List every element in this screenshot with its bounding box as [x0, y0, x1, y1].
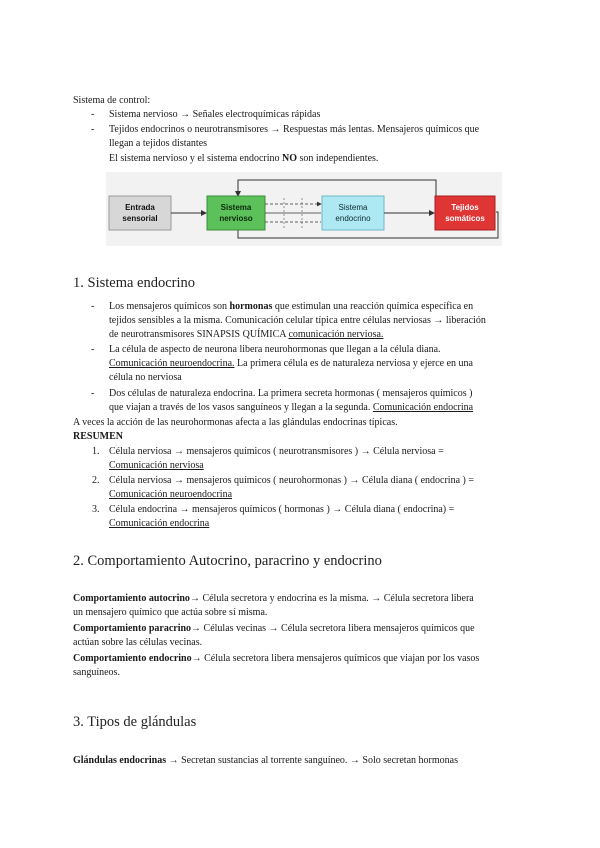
resumen-item-1-line2: Comunicación nerviosa — [109, 460, 204, 471]
nervous-system-label-2: nervioso — [219, 214, 253, 223]
autocrine-line2: un mensajero químico que actúa sobre sí misma. — [73, 607, 268, 618]
somatic-tissues-box — [435, 196, 495, 230]
s1-note: A veces la acción de las neurohormonas afecta a las glándulas endocrinas típicas. — [73, 417, 398, 428]
input-sensory-label-1: Entrada — [125, 203, 155, 212]
resumen-item-number: 3. — [92, 504, 100, 515]
bullet-dash: - — [91, 388, 95, 399]
endocrine-behavior-line2: sanguíneos. — [73, 667, 120, 678]
s1-b1-line3: de neurotransmisores SINAPSIS QUÍMICA comunicación nerviosa. — [109, 329, 384, 340]
autocrine-line1: Comportamiento autocrino→ Célula secretora y endocrina es la misma. → Célula secretora libera — [73, 593, 474, 604]
s1-b2-line2: Comunicación neuroendocrina. La primera célula es de naturaleza nerviosa y ejerce en una — [109, 358, 473, 369]
endocrine-system-label-1: Sistema — [338, 203, 368, 212]
endocrine-behavior-line1: Comportamiento endocrino→ Célula secretora libera mensajeros químicos que viajan por los vasos — [73, 653, 480, 664]
resumen-item-number: 1. — [92, 446, 100, 457]
intro-bullet-1: Sistema nervioso → Señales electroquímicas rápidas — [109, 109, 321, 120]
resumen-item-number: 2. — [92, 475, 100, 486]
s1-b2-line3: célula no nerviosa — [109, 372, 182, 383]
nervous-system-box — [207, 196, 265, 230]
bullet-dash: - — [91, 344, 95, 355]
section-2-heading: 2. Comportamiento Autocrino, paracrino y endocrino — [73, 553, 382, 569]
section-1-heading: 1. Sistema endocrino — [73, 275, 196, 291]
endocrine-system-label-2: endocrino — [335, 214, 371, 223]
input-sensory-label-2: sensorial — [122, 214, 158, 223]
input-sensory-box — [109, 196, 171, 230]
intro-bullet-2-line2: llegan a tejidos distantes — [109, 138, 208, 149]
s1-b1-line1: Los mensajeros químicos son hormonas que estimulan una reacción química específica en — [109, 301, 474, 312]
s1-b3-line1: Dos células de naturaleza endocrina. La primera secreta hormonas ( mensajeros químicos ) — [109, 388, 473, 399]
nervous-system-label-1: Sistema — [220, 203, 252, 212]
s1-b3-line2: que viajan a través de los vasos sanguíneos y llegan a la segunda. Comunicación endocrina — [109, 402, 474, 413]
resumen-item-3-line2: Comunicación endocrina — [109, 518, 210, 529]
s1-b1-line2: tejidos sensibles a la misma. Comunicación celular típica entre células nerviosas → liberación — [109, 315, 486, 326]
bullet-dash: - — [91, 124, 95, 135]
endocrine-system-box — [322, 196, 384, 230]
section-3-heading: 3. Tipos de glándulas — [73, 714, 197, 730]
glandulas-endocrinas-line: Glándulas endocrinas → Secretan sustancias al torrente sanguíneo. → Solo secretan hormonas — [73, 755, 458, 766]
somatic-tissues-label-2: somáticos — [445, 214, 485, 223]
somatic-tissues-label-1: Tejidos — [451, 203, 479, 212]
intro-note: El sistema nervioso y el sistema endocrino NO son independientes. — [109, 153, 379, 164]
resumen-item-2-line1: Célula nerviosa → mensajeros químicos ( neurohormonas ) → Célula diana ( endocrina ) = — [109, 475, 474, 486]
resumen-item-2-line2: Comunicación neuroendocrina — [109, 489, 233, 500]
resumen-label: RESUMEN — [73, 431, 124, 442]
resumen-item-3-line1: Célula endocrina → mensajeros químicos ( hormonas ) → Célula diana ( endocrina) = — [109, 504, 455, 515]
intro-bullet-2-line1: Tejidos endocrinos o neurotransmisores → Respuestas más lentas. Mensajeros químicos que — [109, 124, 480, 135]
paracrine-line2: actúan sobre las células vecinas. — [73, 637, 203, 648]
s1-b2-line1: La célula de aspecto de neurona libera neurohormonas que llegan a la célula diana. — [109, 344, 441, 355]
bullet-dash: - — [91, 301, 95, 312]
paracrine-line1: Comportamiento paracrino→ Células vecinas → Célula secretora libera mensajeros químicos que — [73, 623, 475, 634]
control-system-diagram — [106, 172, 502, 246]
bullet-dash: - — [91, 109, 95, 120]
resumen-item-1-line1: Célula nerviosa → mensajeros químicos ( neurotransmisores ) → Célula nerviosa = — [109, 446, 444, 457]
intro-title: Sistema de control: — [73, 95, 151, 106]
